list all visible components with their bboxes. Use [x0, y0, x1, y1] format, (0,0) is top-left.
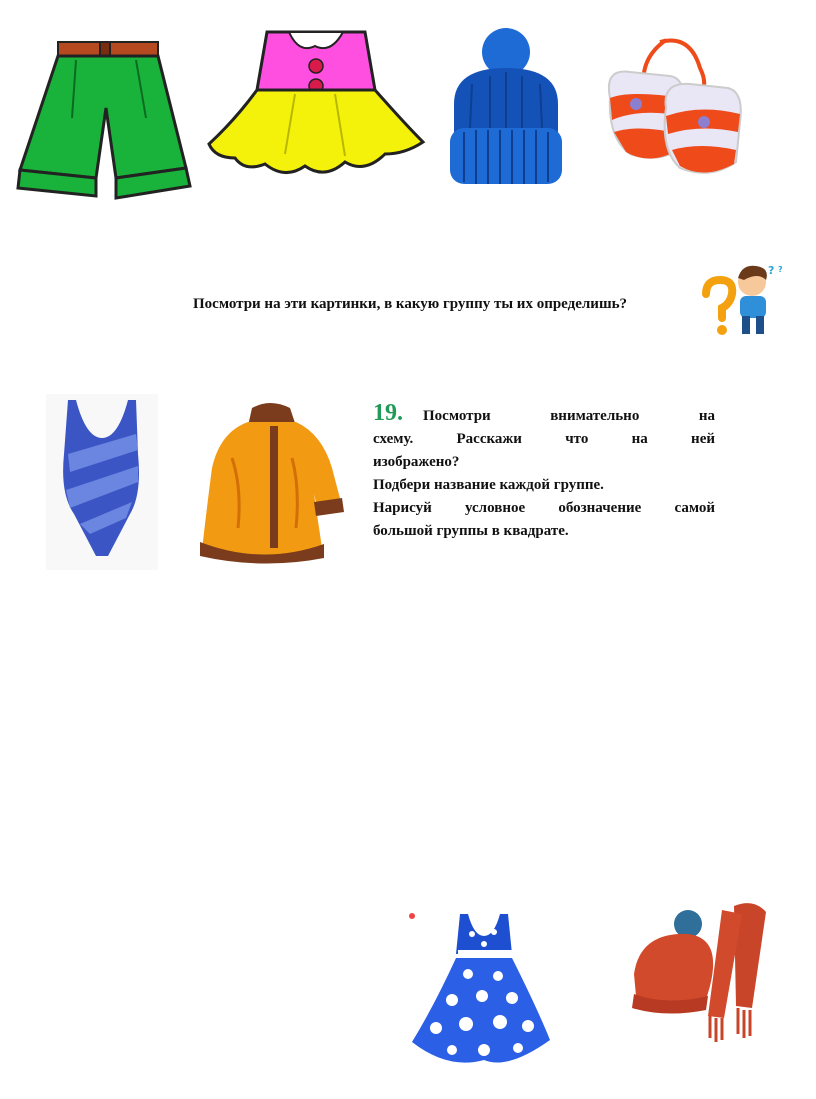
task-number: 19.: [373, 400, 403, 426]
shorts-icon: [16, 38, 194, 202]
task-line-3: изображено?: [373, 454, 460, 470]
swimsuit-image: [46, 394, 158, 570]
question-text: Посмотри на эти картинки, в какую группу ты их определишь?: [193, 296, 628, 312]
thinking-boy-image: [698, 262, 788, 340]
shorts-image: [16, 38, 194, 202]
hat-scarf-icon: [626, 898, 794, 1058]
mittens-image: [600, 38, 746, 178]
svg-text:?: ?: [778, 265, 783, 274]
task-line-4: Подбери название каждой группе.: [373, 477, 604, 493]
fur-coat-icon: [192, 398, 348, 564]
hat-scarf-image: [626, 898, 794, 1058]
task-line-1: 19. Посмотри внимательно на: [373, 400, 715, 426]
mittens-icon: [600, 38, 746, 178]
polka-dot-dress-image: [408, 910, 554, 1068]
dress-icon: [205, 24, 427, 184]
task-line-2: схему. Расскажи что на ней: [373, 431, 715, 447]
polka-dot-dress-icon: [408, 910, 554, 1068]
knit-hat-image: [444, 24, 568, 188]
dress-image: [205, 24, 427, 184]
thinking-boy-icon: [698, 262, 788, 340]
task-line-5: Нарисуй условное обозначение самой: [373, 500, 715, 516]
task-line-6: большой группы в квадрате.: [373, 523, 569, 539]
swimsuit-icon: [46, 394, 158, 570]
svg-text:?: ?: [768, 264, 775, 277]
knit-hat-icon: [444, 24, 568, 188]
fur-coat-image: [192, 398, 348, 564]
task-instructions: [373, 402, 715, 543]
